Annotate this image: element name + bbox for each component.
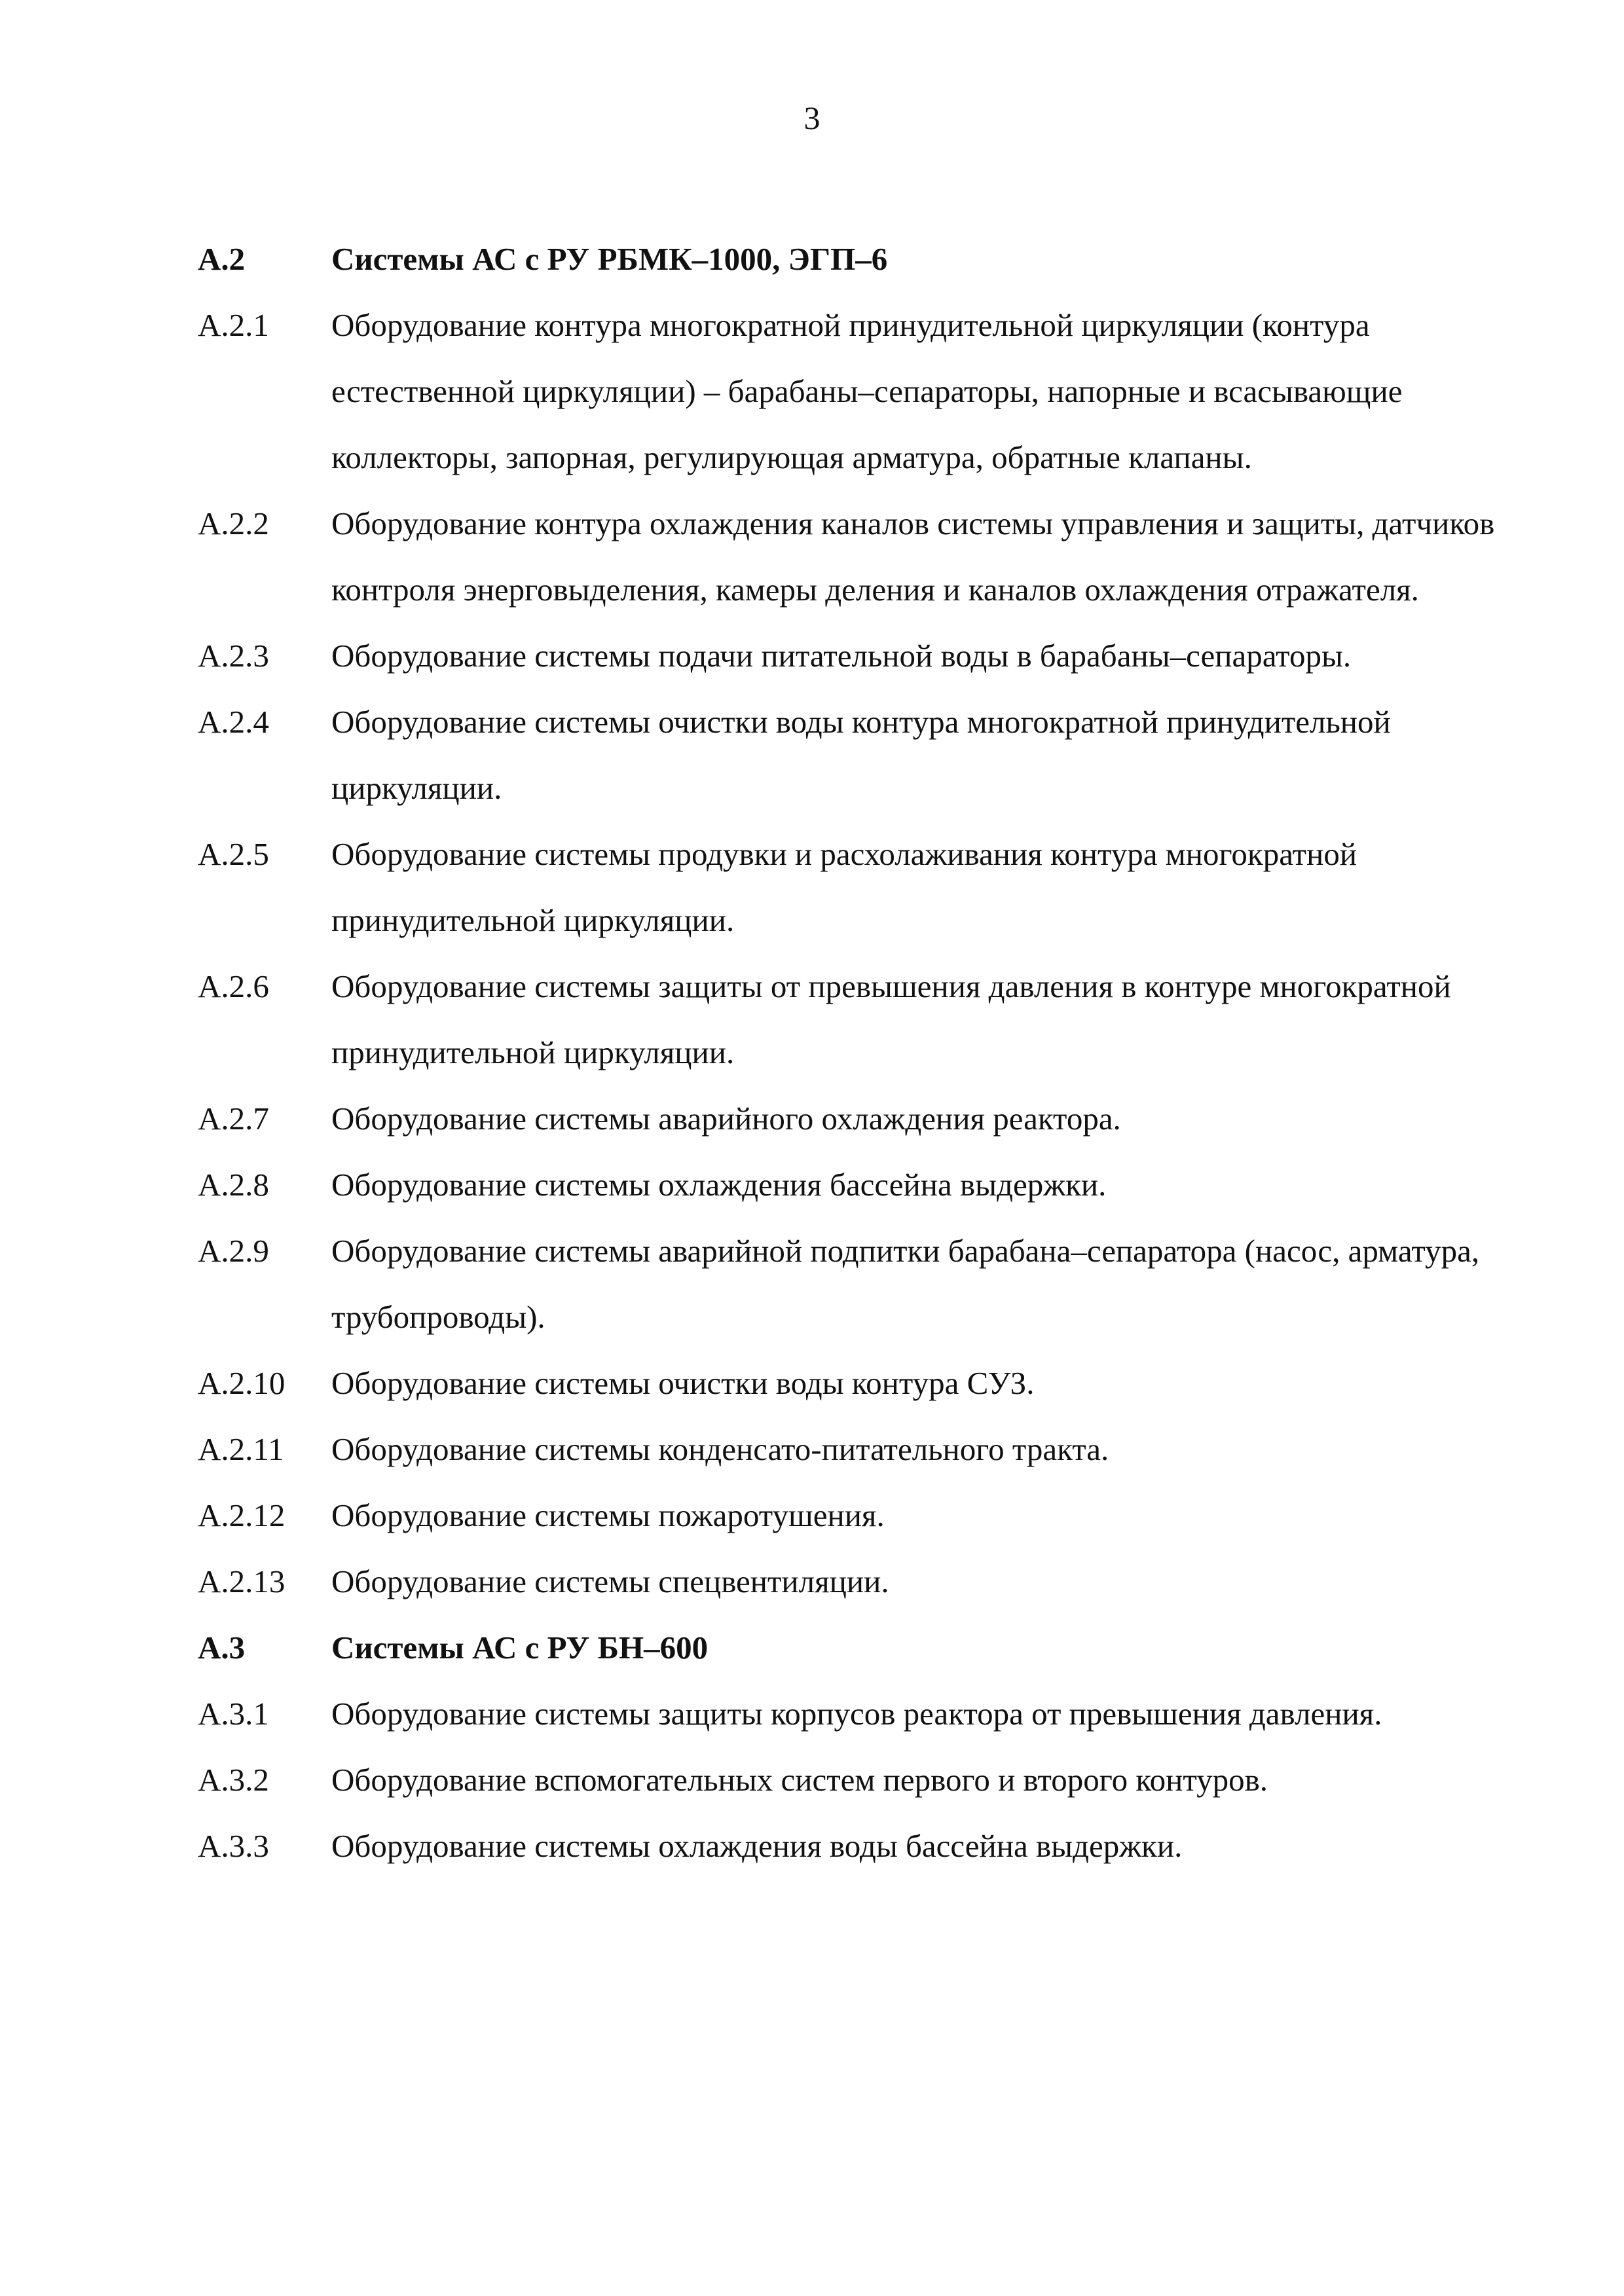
item-number: А.2.13 bbox=[198, 1563, 286, 1599]
item-number: А.2.3 bbox=[198, 638, 269, 674]
item-number: А.2.9 bbox=[198, 1233, 269, 1269]
item-number: А.2.1 bbox=[198, 307, 269, 343]
page-number: 3 bbox=[803, 100, 821, 136]
list-item bbox=[198, 1152, 1501, 1218]
list-item bbox=[198, 821, 1501, 953]
section-number: А.3 bbox=[198, 1630, 246, 1666]
item-text: Оборудование вспомогательных систем первого и второго контуров. bbox=[331, 1762, 1268, 1798]
list-item bbox=[198, 1085, 1501, 1152]
item-number: А.2.8 bbox=[198, 1167, 269, 1203]
item-number: А.2.4 bbox=[198, 704, 269, 740]
section-heading bbox=[198, 226, 1501, 292]
item-text: Оборудование системы продувки и расхолаживания контура многократной принудительной циркуляции. bbox=[331, 836, 1357, 938]
list-item bbox=[198, 1350, 1501, 1416]
section-heading bbox=[198, 1614, 1501, 1681]
list-item bbox=[198, 1482, 1501, 1548]
item-number: А.2.12 bbox=[198, 1497, 286, 1533]
item-number: А.3.2 bbox=[198, 1762, 269, 1798]
item-text: Оборудование системы охлаждения воды бассейна выдержки. bbox=[331, 1828, 1183, 1864]
item-number: А.2.10 bbox=[198, 1365, 286, 1401]
item-number: А.2.5 bbox=[198, 836, 269, 872]
document-body bbox=[198, 226, 1501, 1879]
list-item bbox=[198, 1681, 1501, 1747]
list-item bbox=[198, 1813, 1501, 1879]
list-item bbox=[198, 623, 1501, 689]
list-item bbox=[198, 1747, 1501, 1813]
list-item bbox=[198, 292, 1501, 490]
list-item bbox=[198, 953, 1501, 1085]
item-number: А.3.1 bbox=[198, 1696, 269, 1732]
item-text: Оборудование системы очистки воды контура многократной принудительной циркуляции. bbox=[331, 704, 1391, 806]
item-text: Оборудование системы спецвентиляции. bbox=[331, 1563, 889, 1599]
item-text: Оборудование системы охлаждения бассейна выдержки. bbox=[331, 1167, 1107, 1203]
item-text: Оборудование системы аварийной подпитки барабана–сепаратора (насос, арматура, трубопроводы). bbox=[331, 1233, 1480, 1335]
list-item bbox=[198, 1416, 1501, 1482]
section-title: Системы АС с РУ РБМК–1000, ЭГП–6 bbox=[331, 241, 888, 277]
item-text: Оборудование системы очистки воды контура СУЗ. bbox=[331, 1365, 1035, 1401]
item-text: Оборудование контура многократной принудительной циркуляции (контура естественной циркуляции) – барабаны–сепараторы, напорные и всасывающие коллекторы, запорная, регулирующая арматура, обратные клапаны. bbox=[331, 307, 1403, 475]
list-item bbox=[198, 689, 1501, 821]
item-number: А.2.11 bbox=[198, 1431, 284, 1467]
item-text: Оборудование системы защиты корпусов реактора от превышения давления. bbox=[331, 1696, 1382, 1732]
item-text: Оборудование системы подачи питательной воды в барабаны–сепараторы. bbox=[331, 638, 1352, 674]
item-number: А.2.2 bbox=[198, 505, 269, 541]
list-item bbox=[198, 1548, 1501, 1614]
item-number: А.2.7 bbox=[198, 1101, 269, 1137]
list-item bbox=[198, 490, 1501, 623]
section-number: А.2 bbox=[198, 241, 246, 277]
item-text: Оборудование системы пожаротушения. bbox=[331, 1497, 885, 1533]
item-number: А.2.6 bbox=[198, 968, 269, 1004]
item-text: Оборудование системы конденсато-питательного тракта. bbox=[331, 1431, 1109, 1467]
section-title: Системы АС с РУ БН–600 bbox=[331, 1630, 709, 1666]
item-text: Оборудование контура охлаждения каналов системы управления и защиты, датчиков контроля энерговыделения, камеры деления и каналов охлаждения отражателя. bbox=[331, 505, 1495, 608]
list-item bbox=[198, 1218, 1501, 1350]
item-number: А.3.3 bbox=[198, 1828, 269, 1864]
item-text: Оборудование системы защиты от превышения давления в контуре многократной принудительной циркуляции. bbox=[331, 968, 1451, 1070]
item-text: Оборудование системы аварийного охлаждения реактора. bbox=[331, 1101, 1121, 1137]
